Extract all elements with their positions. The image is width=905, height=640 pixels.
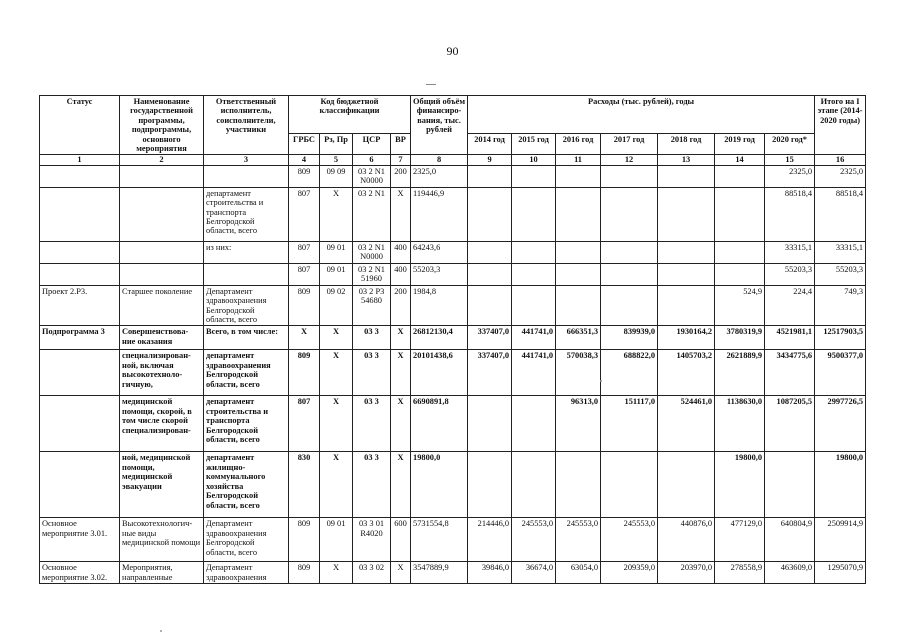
column-number: 6 [353, 155, 391, 165]
column-number: 15 [765, 155, 815, 165]
page-separator [426, 84, 436, 85]
table-row [40, 350, 866, 396]
cell-year-value [468, 285, 512, 326]
cell-year-value: 337407,0 [468, 350, 512, 396]
cell-rzpr: 09 02 [320, 285, 353, 326]
cell-year-value: 278558,9 [715, 562, 765, 584]
cell-year-value [468, 165, 512, 187]
cell-year-value [556, 285, 601, 326]
cell-name: Старшее поколение [120, 285, 204, 326]
column-number: 8 [411, 155, 468, 165]
cell-vr: 600 [391, 518, 411, 562]
cell-year-value: 245553,0 [601, 518, 658, 562]
cell-status [40, 452, 120, 518]
cell-resp: департамент строительства и транспорта Белгородской области, всего [204, 187, 289, 241]
cell-rzpr: Х [320, 562, 353, 584]
cell-csr: 03 2 N1 51960 [353, 263, 391, 285]
header-year: 2019 год [715, 133, 765, 155]
cell-year-value [601, 263, 658, 285]
cell-year-value: 441741,0 [512, 350, 556, 396]
cell-year-value [715, 165, 765, 187]
header-responsible: Ответственный исполнитель, соисполнители, участники [204, 96, 289, 155]
cell-year-value: 570038,3 [556, 350, 601, 396]
table-row [40, 518, 866, 562]
cell-year-value [601, 187, 658, 241]
cell-vr: Х [391, 396, 411, 452]
cell-grbs: 809 [289, 350, 320, 396]
cell-itog: 33315,1 [815, 241, 866, 263]
cell-rzpr: Х [320, 326, 353, 350]
cell-year-value: 463609,0 [765, 562, 815, 584]
cell-grbs: 830 [289, 452, 320, 518]
table-row [40, 452, 866, 518]
cell-year-value [512, 263, 556, 285]
cell-grbs: 809 [289, 562, 320, 584]
cell-year-value [658, 285, 715, 326]
cell-csr: 03 2 N1 N0000 [353, 165, 391, 187]
cell-total: 1984,8 [411, 285, 468, 326]
cell-year-value [512, 165, 556, 187]
cell-total: 119446,9 [411, 187, 468, 241]
cell-itog: 2325,0 [815, 165, 866, 187]
cell-year-value: 203970,0 [658, 562, 715, 584]
cell-name: Высокотехнологич-ные виды медицинской помощи [120, 518, 204, 562]
cell-total: 20101438,6 [411, 350, 468, 396]
cell-vr: Х [391, 187, 411, 241]
cell-vr: Х [391, 452, 411, 518]
cell-resp: Департамент здравоохранения [204, 562, 289, 584]
cell-csr: 03 3 [353, 452, 391, 518]
column-number: 12 [601, 155, 658, 165]
cell-year-value: 63054,0 [556, 562, 601, 584]
budget-table [39, 95, 866, 584]
cell-year-value [715, 187, 765, 241]
cell-rzpr: Х [320, 396, 353, 452]
cell-name [120, 241, 204, 263]
cell-year-value: 3434775,6 [765, 350, 815, 396]
cell-year-value: 2325,0 [765, 165, 815, 187]
cell-vr: 400 [391, 263, 411, 285]
cell-resp: Всего, в том числе: [204, 326, 289, 350]
cell-year-value [658, 187, 715, 241]
header-year: 2014 год [468, 133, 512, 155]
cell-year-value: 245553,0 [556, 518, 601, 562]
column-number: 4 [289, 155, 320, 165]
cell-name [120, 263, 204, 285]
cell-year-value: 640804,9 [765, 518, 815, 562]
cell-year-value: 39846,0 [468, 562, 512, 584]
cell-rzpr: 09 01 [320, 263, 353, 285]
cell-year-value [556, 187, 601, 241]
cell-year-value: 524461,0 [658, 396, 715, 452]
cell-year-value: 524,9 [715, 285, 765, 326]
cell-resp [204, 165, 289, 187]
cell-grbs: 809 [289, 518, 320, 562]
column-number: 2 [120, 155, 204, 165]
cell-vr: Х [391, 326, 411, 350]
cell-year-value [601, 452, 658, 518]
cell-resp: департамент строительства и транспорта Белгородской области, всего [204, 396, 289, 452]
table-body [40, 165, 866, 584]
cell-year-value: 477129,0 [715, 518, 765, 562]
scan-speck [160, 630, 162, 632]
cell-rzpr: 09 09 [320, 165, 353, 187]
cell-year-value: 1930164,2 [658, 326, 715, 350]
cell-name: Совершенствова-ние оказания [120, 326, 204, 350]
cell-vr: 400 [391, 241, 411, 263]
cell-total: 5731554,8 [411, 518, 468, 562]
header-name: Наименование государственной программы, подпрограммы, основного мероприятия [120, 96, 204, 155]
header-year: 2017 год [601, 133, 658, 155]
cell-status [40, 263, 120, 285]
column-number: 13 [658, 155, 715, 165]
cell-year-value [468, 263, 512, 285]
cell-status: Основное мероприятие 3.01. [40, 518, 120, 562]
cell-year-value [658, 241, 715, 263]
cell-year-value: 4521981,1 [765, 326, 815, 350]
cell-year-value [658, 452, 715, 518]
cell-status [40, 396, 120, 452]
cell-itog: 55203,3 [815, 263, 866, 285]
header-vr: ВР [391, 133, 411, 155]
cell-year-value: 224,4 [765, 285, 815, 326]
cell-year-value [512, 241, 556, 263]
cell-rzpr: Х [320, 187, 353, 241]
cell-resp: Департамент здравоохранения Белгородской области, всего [204, 518, 289, 562]
cell-year-value [556, 241, 601, 263]
cell-year-value: 1087205,5 [765, 396, 815, 452]
cell-vr: 200 [391, 165, 411, 187]
cell-year-value [468, 396, 512, 452]
cell-year-value: 1405703,2 [658, 350, 715, 396]
cell-grbs: 807 [289, 396, 320, 452]
header-year: 2015 год [512, 133, 556, 155]
cell-rzpr: Х [320, 452, 353, 518]
cell-year-value [765, 452, 815, 518]
scan-speck [600, 380, 602, 382]
header-status: Статус [40, 96, 120, 155]
column-numbers-row [40, 155, 866, 165]
cell-grbs: 809 [289, 285, 320, 326]
cell-rzpr: 09 01 [320, 518, 353, 562]
cell-year-value: 839939,0 [601, 326, 658, 350]
cell-name [120, 165, 204, 187]
cell-resp: из них: [204, 241, 289, 263]
cell-status: Основное мероприятие 3.02. [40, 562, 120, 584]
cell-year-value [601, 165, 658, 187]
cell-year-value: 19800,0 [715, 452, 765, 518]
cell-rzpr: 09 01 [320, 241, 353, 263]
header-budget-code: Код бюджетной классификации [289, 96, 411, 134]
cell-csr: 03 2 N1 N0000 [353, 241, 391, 263]
table-header [40, 96, 866, 166]
cell-year-value: 88518,4 [765, 187, 815, 241]
cell-itog: 749,3 [815, 285, 866, 326]
table-row [40, 241, 866, 263]
cell-itog: 9500377,0 [815, 350, 866, 396]
column-number: 11 [556, 155, 601, 165]
cell-year-value [658, 263, 715, 285]
cell-grbs: Х [289, 326, 320, 350]
cell-resp [204, 263, 289, 285]
cell-itog: 2997726,5 [815, 396, 866, 452]
cell-year-value: 3780319,9 [715, 326, 765, 350]
cell-resp: департамент жилищно-коммунального хозяйства Белгородской области, всего [204, 452, 289, 518]
header-itog: Итого на I этапе (2014-2020 годы) [815, 96, 866, 155]
cell-csr: 03 3 01 R4020 [353, 518, 391, 562]
cell-total: 55203,3 [411, 263, 468, 285]
cell-name: ной, медицинской помощи, медицинской эвакуации [120, 452, 204, 518]
cell-total: 19800,0 [411, 452, 468, 518]
cell-year-value: 245553,0 [512, 518, 556, 562]
cell-vr: Х [391, 350, 411, 396]
cell-year-value [512, 396, 556, 452]
cell-year-value: 55203,3 [765, 263, 815, 285]
cell-year-value: 151117,0 [601, 396, 658, 452]
cell-year-value [512, 187, 556, 241]
cell-year-value [512, 285, 556, 326]
cell-csr: 03 3 [353, 396, 391, 452]
cell-year-value: 2621889,9 [715, 350, 765, 396]
cell-year-value: 214446,0 [468, 518, 512, 562]
cell-year-value: 1138630,0 [715, 396, 765, 452]
cell-year-value [556, 452, 601, 518]
column-number: 3 [204, 155, 289, 165]
cell-total: 2325,0 [411, 165, 468, 187]
cell-resp: департамент здравоохранения Белгородской области, всего [204, 350, 289, 396]
table-row [40, 263, 866, 285]
table-row [40, 326, 866, 350]
cell-grbs: 807 [289, 187, 320, 241]
header-rzpr: Рз, Пр [320, 133, 353, 155]
cell-status: Подпрограмма 3 [40, 326, 120, 350]
cell-year-value: 33315,1 [765, 241, 815, 263]
column-number: 14 [715, 155, 765, 165]
cell-vr: 200 [391, 285, 411, 326]
cell-vr: Х [391, 562, 411, 584]
cell-itog: 12517903,5 [815, 326, 866, 350]
cell-year-value: 96313,0 [556, 396, 601, 452]
page-number: 90 [446, 44, 459, 58]
cell-year-value: 209359,0 [601, 562, 658, 584]
cell-year-value [715, 263, 765, 285]
header-total-volume: Общий объём финансиро-вания, тыс. рублей [411, 96, 468, 155]
cell-year-value: 36674,0 [512, 562, 556, 584]
cell-total: 3547889,9 [411, 562, 468, 584]
cell-year-value [601, 285, 658, 326]
cell-year-value [715, 241, 765, 263]
cell-itog: 1295070,9 [815, 562, 866, 584]
cell-year-value: 440876,0 [658, 518, 715, 562]
cell-year-value: 337407,0 [468, 326, 512, 350]
cell-csr: 03 3 [353, 350, 391, 396]
column-number: 5 [320, 155, 353, 165]
cell-itog: 2509914,9 [815, 518, 866, 562]
table-row [40, 285, 866, 326]
cell-total: 64243,6 [411, 241, 468, 263]
cell-grbs: 809 [289, 165, 320, 187]
header-expenses: Расходы (тыс. рублей), годы [468, 96, 815, 134]
cell-name: медицинской помощи, скорой, в том числе скорой специализирован- [120, 396, 204, 452]
table-row [40, 187, 866, 241]
cell-status: Проект 2.Р3. [40, 285, 120, 326]
column-number: 9 [468, 155, 512, 165]
cell-year-value [556, 263, 601, 285]
cell-year-value [512, 452, 556, 518]
header-year: 2020 год* [765, 133, 815, 155]
table-row [40, 396, 866, 452]
cell-year-value [468, 241, 512, 263]
header-grbs: ГРБС [289, 133, 320, 155]
cell-total: 6690891,8 [411, 396, 468, 452]
cell-grbs: 807 [289, 241, 320, 263]
cell-year-value: 666351,3 [556, 326, 601, 350]
cell-status [40, 187, 120, 241]
cell-year-value [658, 165, 715, 187]
cell-itog: 88518,4 [815, 187, 866, 241]
cell-status [40, 241, 120, 263]
cell-year-value: 441741,0 [512, 326, 556, 350]
cell-csr: 03 2 Р3 54680 [353, 285, 391, 326]
cell-status [40, 350, 120, 396]
cell-status [40, 165, 120, 187]
cell-name: Мероприятия, направленные [120, 562, 204, 584]
cell-year-value [468, 452, 512, 518]
column-number: 16 [815, 155, 866, 165]
cell-itog: 19800,0 [815, 452, 866, 518]
cell-total: 26812130,4 [411, 326, 468, 350]
cell-year-value [556, 165, 601, 187]
table-row [40, 562, 866, 584]
cell-csr: 03 3 [353, 326, 391, 350]
column-number: 10 [512, 155, 556, 165]
cell-year-value: 688822,0 [601, 350, 658, 396]
header-year: 2016 год [556, 133, 601, 155]
column-number: 7 [391, 155, 411, 165]
table-row [40, 165, 866, 187]
cell-rzpr: Х [320, 350, 353, 396]
cell-name [120, 187, 204, 241]
cell-grbs: 807 [289, 263, 320, 285]
header-year: 2018 год [658, 133, 715, 155]
header-csr: ЦСР [353, 133, 391, 155]
cell-csr: 03 2 N1 [353, 187, 391, 241]
cell-csr: 03 3 02 [353, 562, 391, 584]
cell-name: специализирован-ной, включая высокотехноло-гичную, [120, 350, 204, 396]
cell-year-value [468, 187, 512, 241]
column-number: 1 [40, 155, 120, 165]
cell-resp: Департамент здравоохранения Белгородской области, всего [204, 285, 289, 326]
cell-year-value [601, 241, 658, 263]
